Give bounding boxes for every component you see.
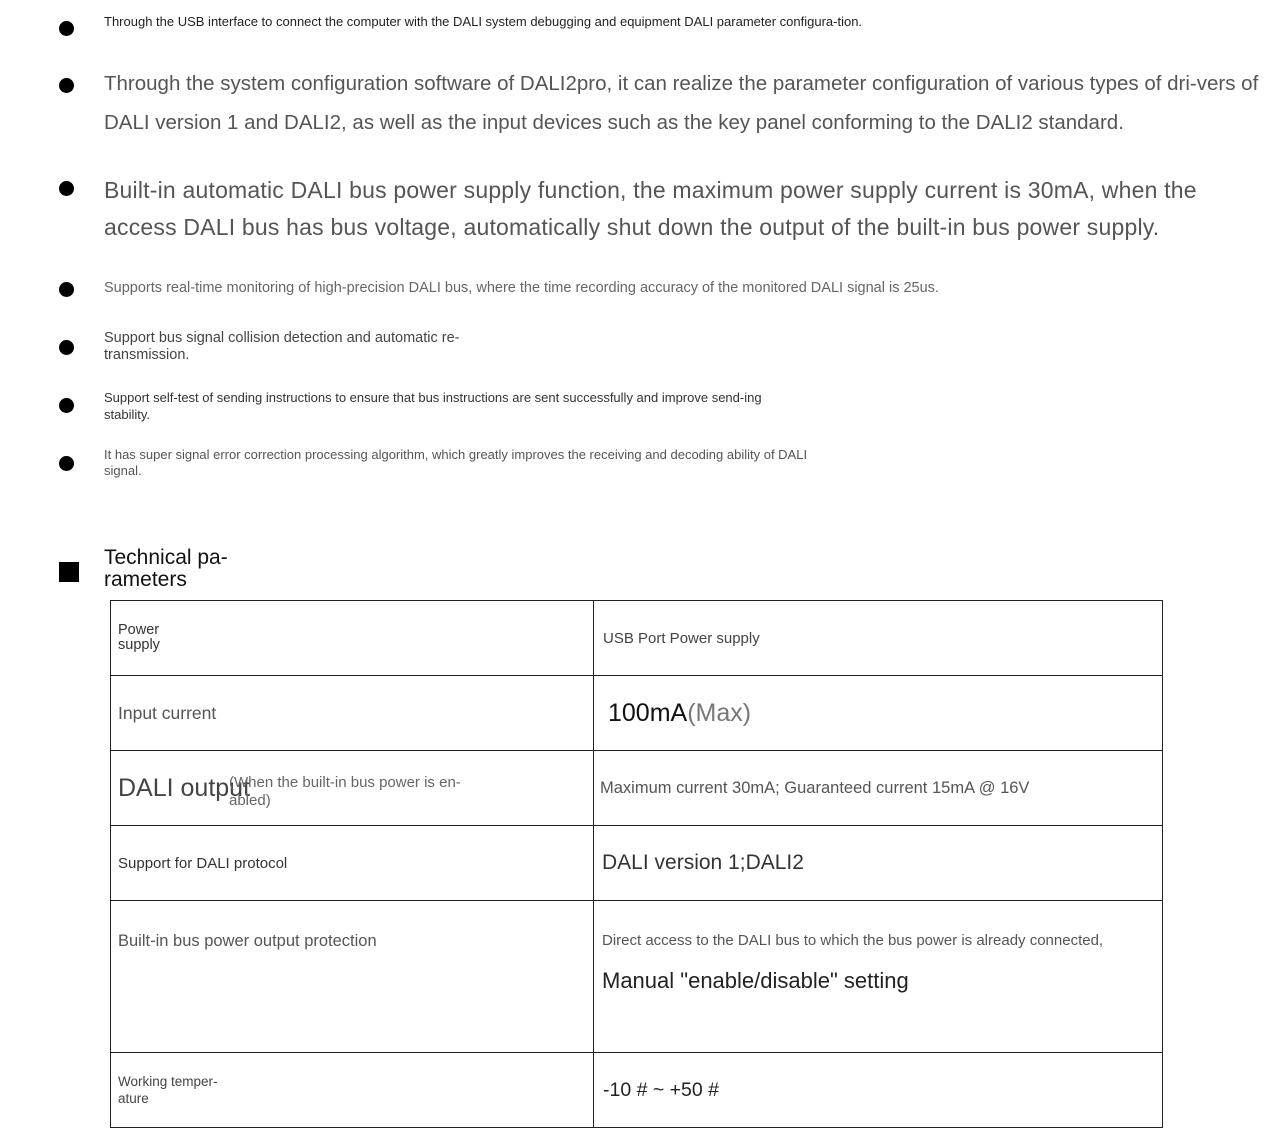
protection-value-line1: Direct access to the DALI bus to which the bus power is already connected,: [602, 932, 1104, 949]
section-title: Technical pa-rameters: [104, 546, 228, 591]
feature-self-test: Support self-test of sending instructions to ensure that bus instructions are sent successfully and improve send-ing stability.: [104, 390, 762, 422]
temperature-value: -10 # ~ +50 #: [603, 1078, 720, 1101]
bullet-icon: [59, 282, 74, 297]
feature-monitoring: Supports real-time monitoring of high-precision DALI bus, where the time recording accuracy of the monitored DALI signal is 25us.: [104, 280, 939, 296]
feature-usb-interface: Through the USB interface to connect the computer with the DALI system debugging and equipment DALI parameter configura-tion.: [104, 14, 863, 29]
bullet-icon: [59, 456, 74, 471]
param-value: [594, 601, 1163, 676]
feature-bus-power: Built-in automatic DALI bus power supply function, the maximum power supply current is 30mA, when the access DALI bus has bus voltage, automatically shut down the output of the built-in bus power supply.: [104, 177, 1197, 240]
param-value: [594, 901, 1163, 1053]
input-current-value: 100mA: [608, 698, 688, 727]
technical-parameters-table: [110, 600, 1163, 1128]
param-label: [111, 901, 594, 1053]
dali-output-value: Maximum current 30mA; Guaranteed current 15mA @ 16V: [600, 778, 1030, 797]
feature-collision-detection: Support bus signal collision detection and automatic re-transmission.: [104, 330, 460, 363]
bullet-icon: [59, 340, 74, 355]
param-label: [111, 676, 594, 751]
param-label: [111, 826, 594, 901]
table-row: [111, 676, 1163, 751]
input-current-suffix: (Max): [687, 698, 752, 727]
section-square-icon: [59, 562, 79, 582]
dali-output-label: DALI output: [118, 773, 251, 802]
param-label: [111, 751, 594, 826]
param-value: [594, 826, 1163, 901]
feature-error-correction: It has super signal error correction processing algorithm, which greatly improves the receiving and decoding ability of DALI signal.: [104, 447, 808, 478]
protocol-label: Support for DALI protocol: [118, 854, 288, 872]
feature-config-software: Through the system configuration software of DALI2pro, it can realize the parameter configuration of various types of dri-vers of DALI version 1 and DALI2, as well as the input devices such as the key panel conforming to the DALI2 standard.: [104, 72, 1259, 134]
table-row: [111, 1053, 1163, 1128]
table-row: [111, 601, 1163, 676]
protocol-value: DALI version 1;DALI2: [602, 851, 804, 874]
table-row: [111, 901, 1163, 1053]
bullet-icon: [59, 78, 74, 93]
bullet-icon: [59, 181, 74, 196]
protection-label: Built-in bus power output protection: [118, 932, 377, 950]
table-row: [111, 826, 1163, 901]
input-current-label: Input current: [118, 702, 217, 723]
temperature-label: Working temper-ature: [118, 1074, 218, 1106]
param-value: [594, 676, 1163, 751]
dali-output-note: (When the built-in bus power is en-abled): [229, 774, 461, 809]
bullet-icon: [59, 398, 74, 413]
power-supply-label: Power supply: [118, 622, 160, 653]
param-value: [594, 751, 1163, 826]
bullet-icon: [59, 21, 74, 36]
param-label: [111, 1053, 594, 1128]
power-supply-value: USB Port Power supply: [603, 629, 760, 647]
table-row: [111, 751, 1163, 826]
param-label: [111, 601, 594, 676]
protection-value-line2: Manual "enable/disable" setting: [602, 968, 909, 993]
param-value: [594, 1053, 1163, 1128]
